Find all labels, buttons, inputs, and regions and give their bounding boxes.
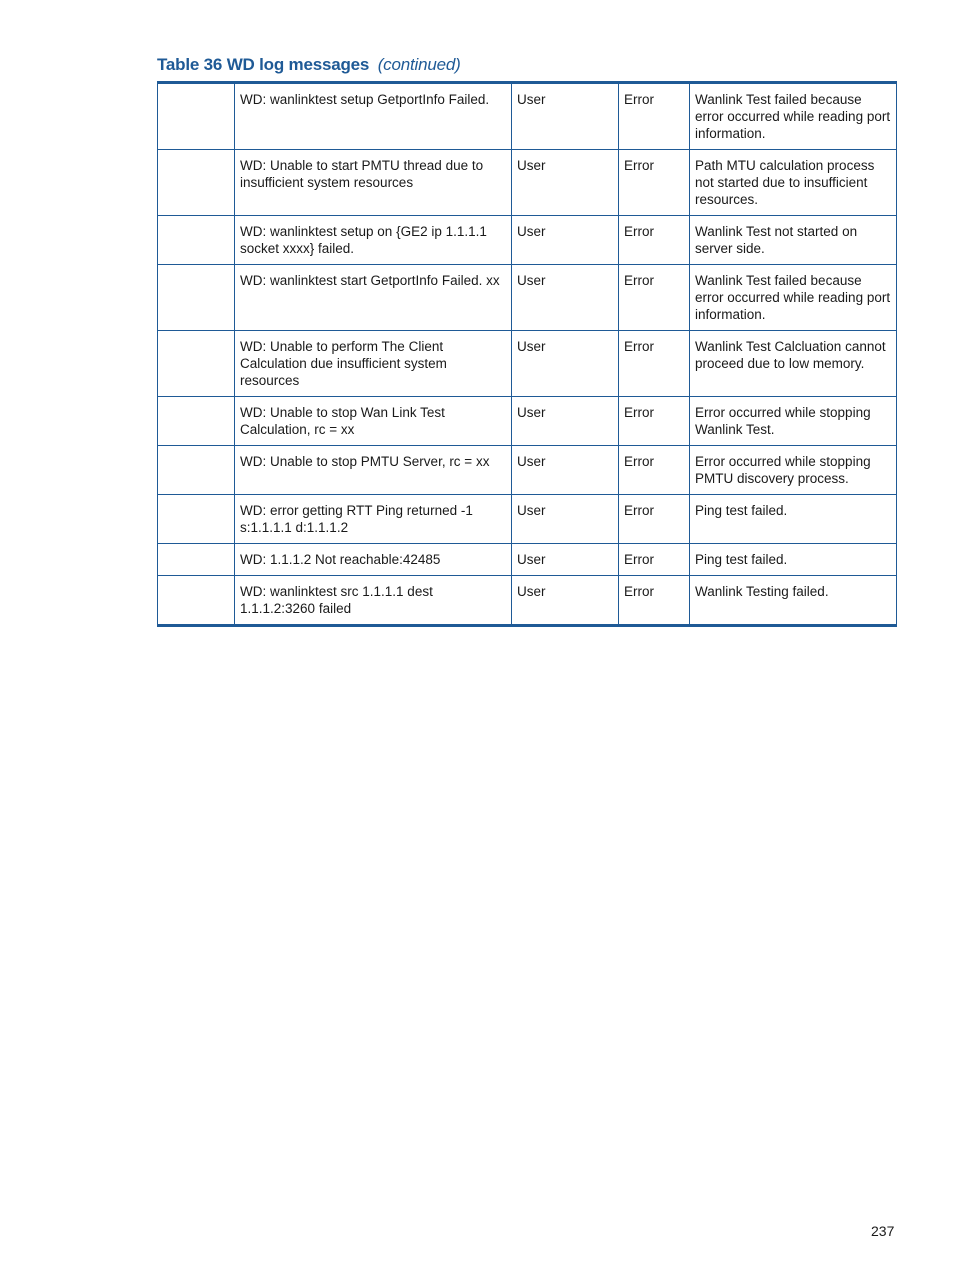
type-cell: User — [512, 265, 619, 331]
message-cell: WD: Unable to start PMTU thread due to insufficient system resources — [235, 150, 512, 216]
table-row — [158, 576, 897, 625]
table-row — [158, 150, 897, 216]
empty-cell — [158, 150, 235, 216]
empty-cell — [158, 446, 235, 495]
description-cell: Ping test failed. — [690, 495, 897, 544]
description-cell: Error occurred while stopping Wanlink Test. — [690, 397, 897, 446]
table-row — [158, 446, 897, 495]
empty-cell — [158, 576, 235, 625]
log-messages-table — [157, 81, 897, 627]
type-cell: User — [512, 397, 619, 446]
severity-cell: Error — [619, 150, 690, 216]
message-cell: WD: 1.1.1.2 Not reachable:42485 — [235, 544, 512, 576]
description-cell: Ping test failed. — [690, 544, 897, 576]
description-cell: Wanlink Test failed because error occurred while reading port information. — [690, 84, 897, 150]
empty-cell — [158, 397, 235, 446]
empty-cell — [158, 544, 235, 576]
severity-cell: Error — [619, 331, 690, 397]
type-cell: User — [512, 576, 619, 625]
table-row — [158, 544, 897, 576]
empty-cell — [158, 216, 235, 265]
type-cell: User — [512, 84, 619, 150]
description-cell: Wanlink Test Calcluation cannot proceed due to low memory. — [690, 331, 897, 397]
type-cell: User — [512, 544, 619, 576]
severity-cell: Error — [619, 495, 690, 544]
empty-cell — [158, 84, 235, 150]
severity-cell: Error — [619, 216, 690, 265]
description-cell: Wanlink Test failed because error occurred while reading port information. — [690, 265, 897, 331]
message-cell: WD: Unable to perform The Client Calculation due insufficient system resources — [235, 331, 512, 397]
table-row — [158, 495, 897, 544]
description-cell: Wanlink Testing failed. — [690, 576, 897, 625]
type-cell: User — [512, 495, 619, 544]
severity-cell: Error — [619, 576, 690, 625]
type-cell: User — [512, 150, 619, 216]
severity-cell: Error — [619, 544, 690, 576]
table-continued-label: (continued) — [377, 55, 461, 74]
message-cell: WD: Unable to stop PMTU Server, rc = xx — [235, 446, 512, 495]
severity-cell: Error — [619, 84, 690, 150]
table-row — [158, 397, 897, 446]
message-cell: WD: wanlinktest src 1.1.1.1 dest 1.1.1.2:3260 failed — [235, 576, 512, 625]
description-cell: Wanlink Test not started on server side. — [690, 216, 897, 265]
table-row — [158, 265, 897, 331]
message-cell: WD: wanlinktest start GetportInfo Failed. xx — [235, 265, 512, 331]
message-cell: WD: wanlinktest setup GetportInfo Failed. — [235, 84, 512, 150]
table-caption — [157, 55, 461, 75]
table-row — [158, 216, 897, 265]
message-cell: WD: Unable to stop Wan Link Test Calculation, rc = xx — [235, 397, 512, 446]
type-cell: User — [512, 446, 619, 495]
page-number: 237 — [871, 1223, 895, 1239]
table-title: Table 36 WD log messages — [157, 55, 370, 74]
empty-cell — [158, 265, 235, 331]
table-body — [158, 84, 897, 624]
empty-cell — [158, 331, 235, 397]
table-row — [158, 84, 897, 150]
message-cell: WD: error getting RTT Ping returned -1 s:1.1.1.1 d:1.1.1.2 — [235, 495, 512, 544]
description-cell: Path MTU calculation process not started due to insufficient resources. — [690, 150, 897, 216]
table-row — [158, 331, 897, 397]
severity-cell: Error — [619, 446, 690, 495]
description-cell: Error occurred while stopping PMTU discovery process. — [690, 446, 897, 495]
message-cell: WD: wanlinktest setup on {GE2 ip 1.1.1.1 socket xxxx} failed. — [235, 216, 512, 265]
type-cell: User — [512, 331, 619, 397]
empty-cell — [158, 495, 235, 544]
severity-cell: Error — [619, 397, 690, 446]
severity-cell: Error — [619, 265, 690, 331]
type-cell: User — [512, 216, 619, 265]
